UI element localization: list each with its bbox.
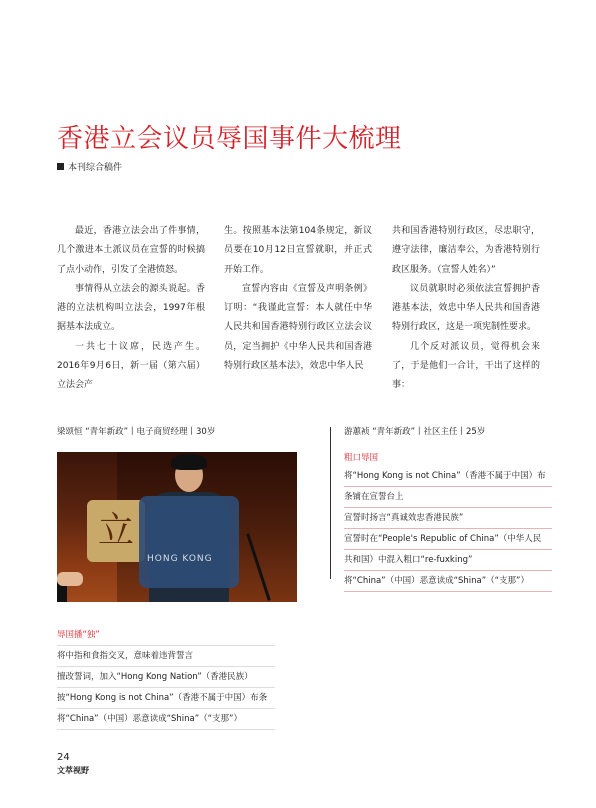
list-item: 擅改誓词，加入“Hong Kong Nation”（香港民族） — [57, 667, 275, 688]
list-item: 将“China”（中国）恶意读成“Shina”（“支那”） — [344, 571, 552, 592]
list-item: 宣誓时扬言“真诚效忠香港民族” — [344, 508, 552, 529]
list-item: 将中指和食指交叉，意味着违背誓言 — [57, 645, 275, 667]
hand — [57, 572, 83, 586]
square-bullet-icon — [57, 163, 64, 170]
list-item: 将“China”（中国）恶意读成“Shina”（“支那”） — [57, 709, 275, 730]
right-action-list — [344, 466, 552, 592]
byline-text: 本刊综合稿件 — [68, 163, 123, 173]
magazine-logo: 文萃视野 — [57, 765, 89, 775]
paragraph: 一共七十议席，民选产生。2016年9月6日，新一届（第六届）立法会产 — [57, 341, 205, 391]
body-column-2 — [224, 222, 372, 376]
paragraph: 生。按照基本法第104条规定，新议员要在10月12日宣誓就职，并正式开始工作。 — [224, 226, 372, 275]
banner-text: HONG KONG — [147, 554, 213, 564]
right-profile-caption: 游蕙祯 “青年新政”丨社区主任丨25岁 — [344, 427, 486, 437]
article-title: 香港立会议员辱国事件大梳理 — [57, 124, 402, 154]
body-column-1 — [57, 222, 205, 396]
paragraph: 宣誓内容由《宣誓及声明条例》订明：“我谨此宣誓：本人就任中华人民共和国香港特别行政区立法会议员，定当拥护《中华人民共和国香港特别行政区基本法》，效忠中华人民 — [224, 283, 372, 372]
right-section-label: 粗口辱国 — [344, 453, 379, 463]
banner-flag — [139, 496, 239, 588]
paragraph: 议员就职时必须依法宣誓拥护香港基本法，效忠中华人民共和国香港特别行政区，这是一项宪制性要求。 — [392, 283, 540, 333]
left-section-label: 辱国播“独” — [57, 630, 100, 640]
left-action-list — [57, 645, 275, 730]
left-profile-caption: 梁颂恒 “青年新政”丨电子商贸经理丨30岁 — [57, 427, 216, 437]
paragraph: 事情得从立法会的源头说起。香港的立法机构叫立法会，1997年根据基本法成立。 — [57, 283, 205, 333]
emblem-icon: 立 — [87, 500, 145, 562]
list-item: 条铺在宣誓台上 — [344, 487, 552, 508]
paragraph: 最近，香港立法会出了件事情，几个激进本土派议员在宣誓的时候搞了点小动作，引发了全港愤怒。 — [57, 226, 205, 275]
legislator-photo — [57, 452, 297, 602]
person-hair — [171, 454, 207, 470]
divider — [330, 427, 331, 579]
paragraph: 几个反对派议员，觉得机会来了，于是他们一合计，干出了这样的事： — [392, 341, 540, 391]
list-item: 共和国）中混入粗口“re-fuxking” — [344, 550, 552, 571]
body-column-3 — [392, 222, 540, 396]
list-item: 披“Hong Kong is not China”（香港不属于中国）布条 — [57, 688, 275, 709]
list-item: 将“Hong Kong is not China”（香港不属于中国）布 — [344, 466, 552, 487]
list-item: 宣誓时在“People's Republic of China”（中华人民 — [344, 529, 552, 550]
paragraph: 共和国香港特别行政区，尽忠职守，遵守法律，廉洁奉公，为香港特别行政区服务。（宣誓人姓名）” — [392, 226, 540, 275]
byline — [57, 160, 122, 173]
page-number: 24 — [57, 752, 70, 763]
